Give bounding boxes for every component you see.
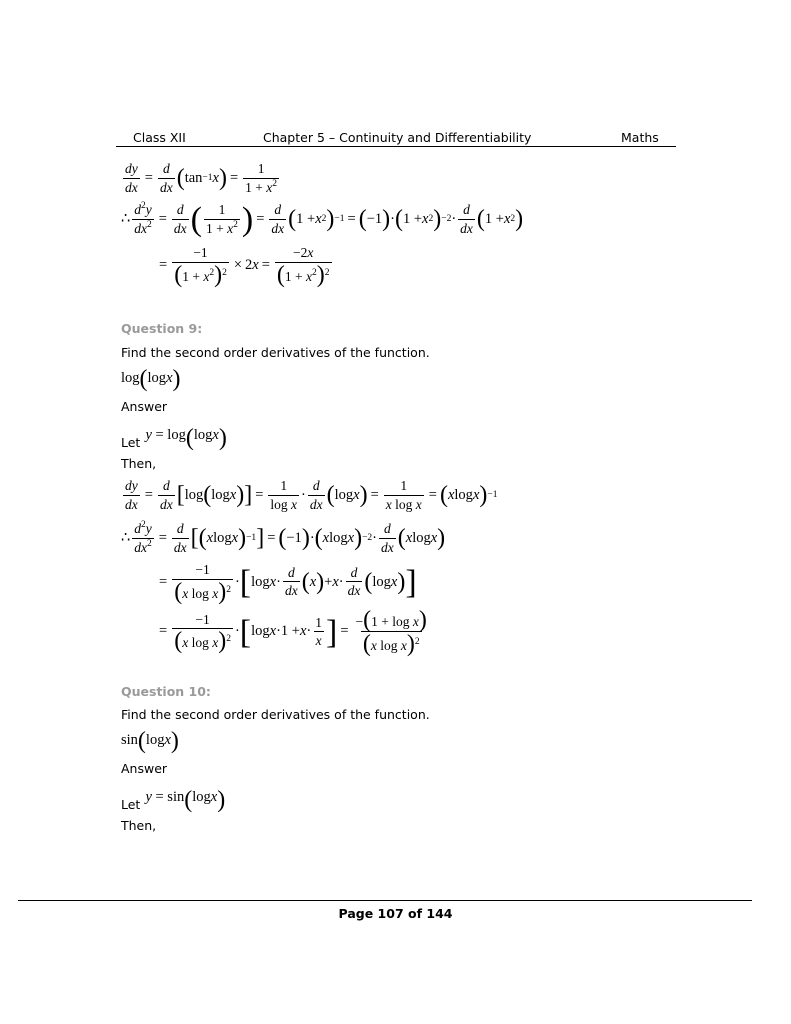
question-9-heading: Question 9: (121, 321, 203, 336)
question-10-answer-label: Answer (121, 761, 168, 776)
question-9-prompt: Find the second order derivatives of the function. (121, 345, 430, 360)
question-10-heading: Question 10: (121, 684, 211, 699)
question-10-let-label: Let (121, 797, 141, 812)
math-q9-second-derivative: ∴ $\frac{d^2y}{dx^2}$ = $\frac{d}{dx}$ [ ( x log x ) −1 ] = ( −1 ) · ( x log x ) −2 · $\frac{d}{dx}$ ( x log x ) (121, 520, 446, 555)
question-9-function: log ( log x ) (121, 366, 181, 392)
question-10-prompt: Find the second order derivatives of the function. (121, 707, 430, 722)
math-q9-result: = $\frac{-1}{(x \log x)^2}$ · [ log x ·1 + x · $\frac{1}{x}$ ] = $\frac{\text{−(1 + log x)}}{(x \log x)^2}$ (159, 607, 427, 658)
question-9-then-label: Then, (121, 456, 157, 471)
header-subject: Maths (621, 130, 659, 145)
header-divider (116, 146, 676, 147)
question-10-let-line: $_{Let}$ y = sin ( log x ) (121, 787, 226, 813)
header-class: Class XII (133, 130, 186, 145)
math-q9-product-rule: = $\frac{-1}{(x \log x)^2}$ · [ log x · $\frac{d}{dx}$ ( x ) + x · $\frac{d}{dx}$ ( log x ) ] (159, 562, 417, 605)
header-chapter: Chapter 5 – Continuity and Differentiability (263, 130, 532, 145)
math-second-derivative-tan: ∴ $\frac{d^2y}{dx^2}$ = $\frac{d}{dx}$ ( $\frac{1}{1 + x^2}$ ) = $\frac{d}{dx}$ ( 1 + x 2 ) −1 = ( −1 ) · ( 1 + x 2 ) −2 · $\frac{d}{dx}$ ( 1 + x 2 ) (121, 201, 524, 239)
question-9-let-label: Let (121, 435, 141, 450)
math-second-derivative-tan-result: = $\frac{-1}{(1 + x^2)^2}$ × 2 x = $\frac{-2x}{(1 + x^2)^2}$ (159, 245, 330, 288)
question-10-then-label: Then, (121, 818, 157, 833)
question-9-let-line: $_{Let}$ y = log ( log x ) (121, 425, 227, 451)
math-dy-dx-tan-inverse: $\frac{dy}{dx}$ = $\frac{d}{dx}$ ( tan −1 x ) = $\frac{1}{1 + x^2}$ (125, 161, 278, 195)
question-10-function: sin ( log x ) (121, 728, 179, 754)
footer-divider (18, 900, 752, 901)
page-number: Page 107 of 144 (338, 906, 453, 921)
math-q9-first-derivative: $\frac{dy}{dx}$ = $\frac{d}{dx}$ [ log ( log x ) ] = $\frac{1}{\text{log x}}$ · $\frac{d}{dx}$ ( log x ) = $\frac{1}{\text{x log x}}$ = ( x log x ) −1 (125, 478, 498, 512)
question-9-answer-label: Answer (121, 399, 168, 414)
